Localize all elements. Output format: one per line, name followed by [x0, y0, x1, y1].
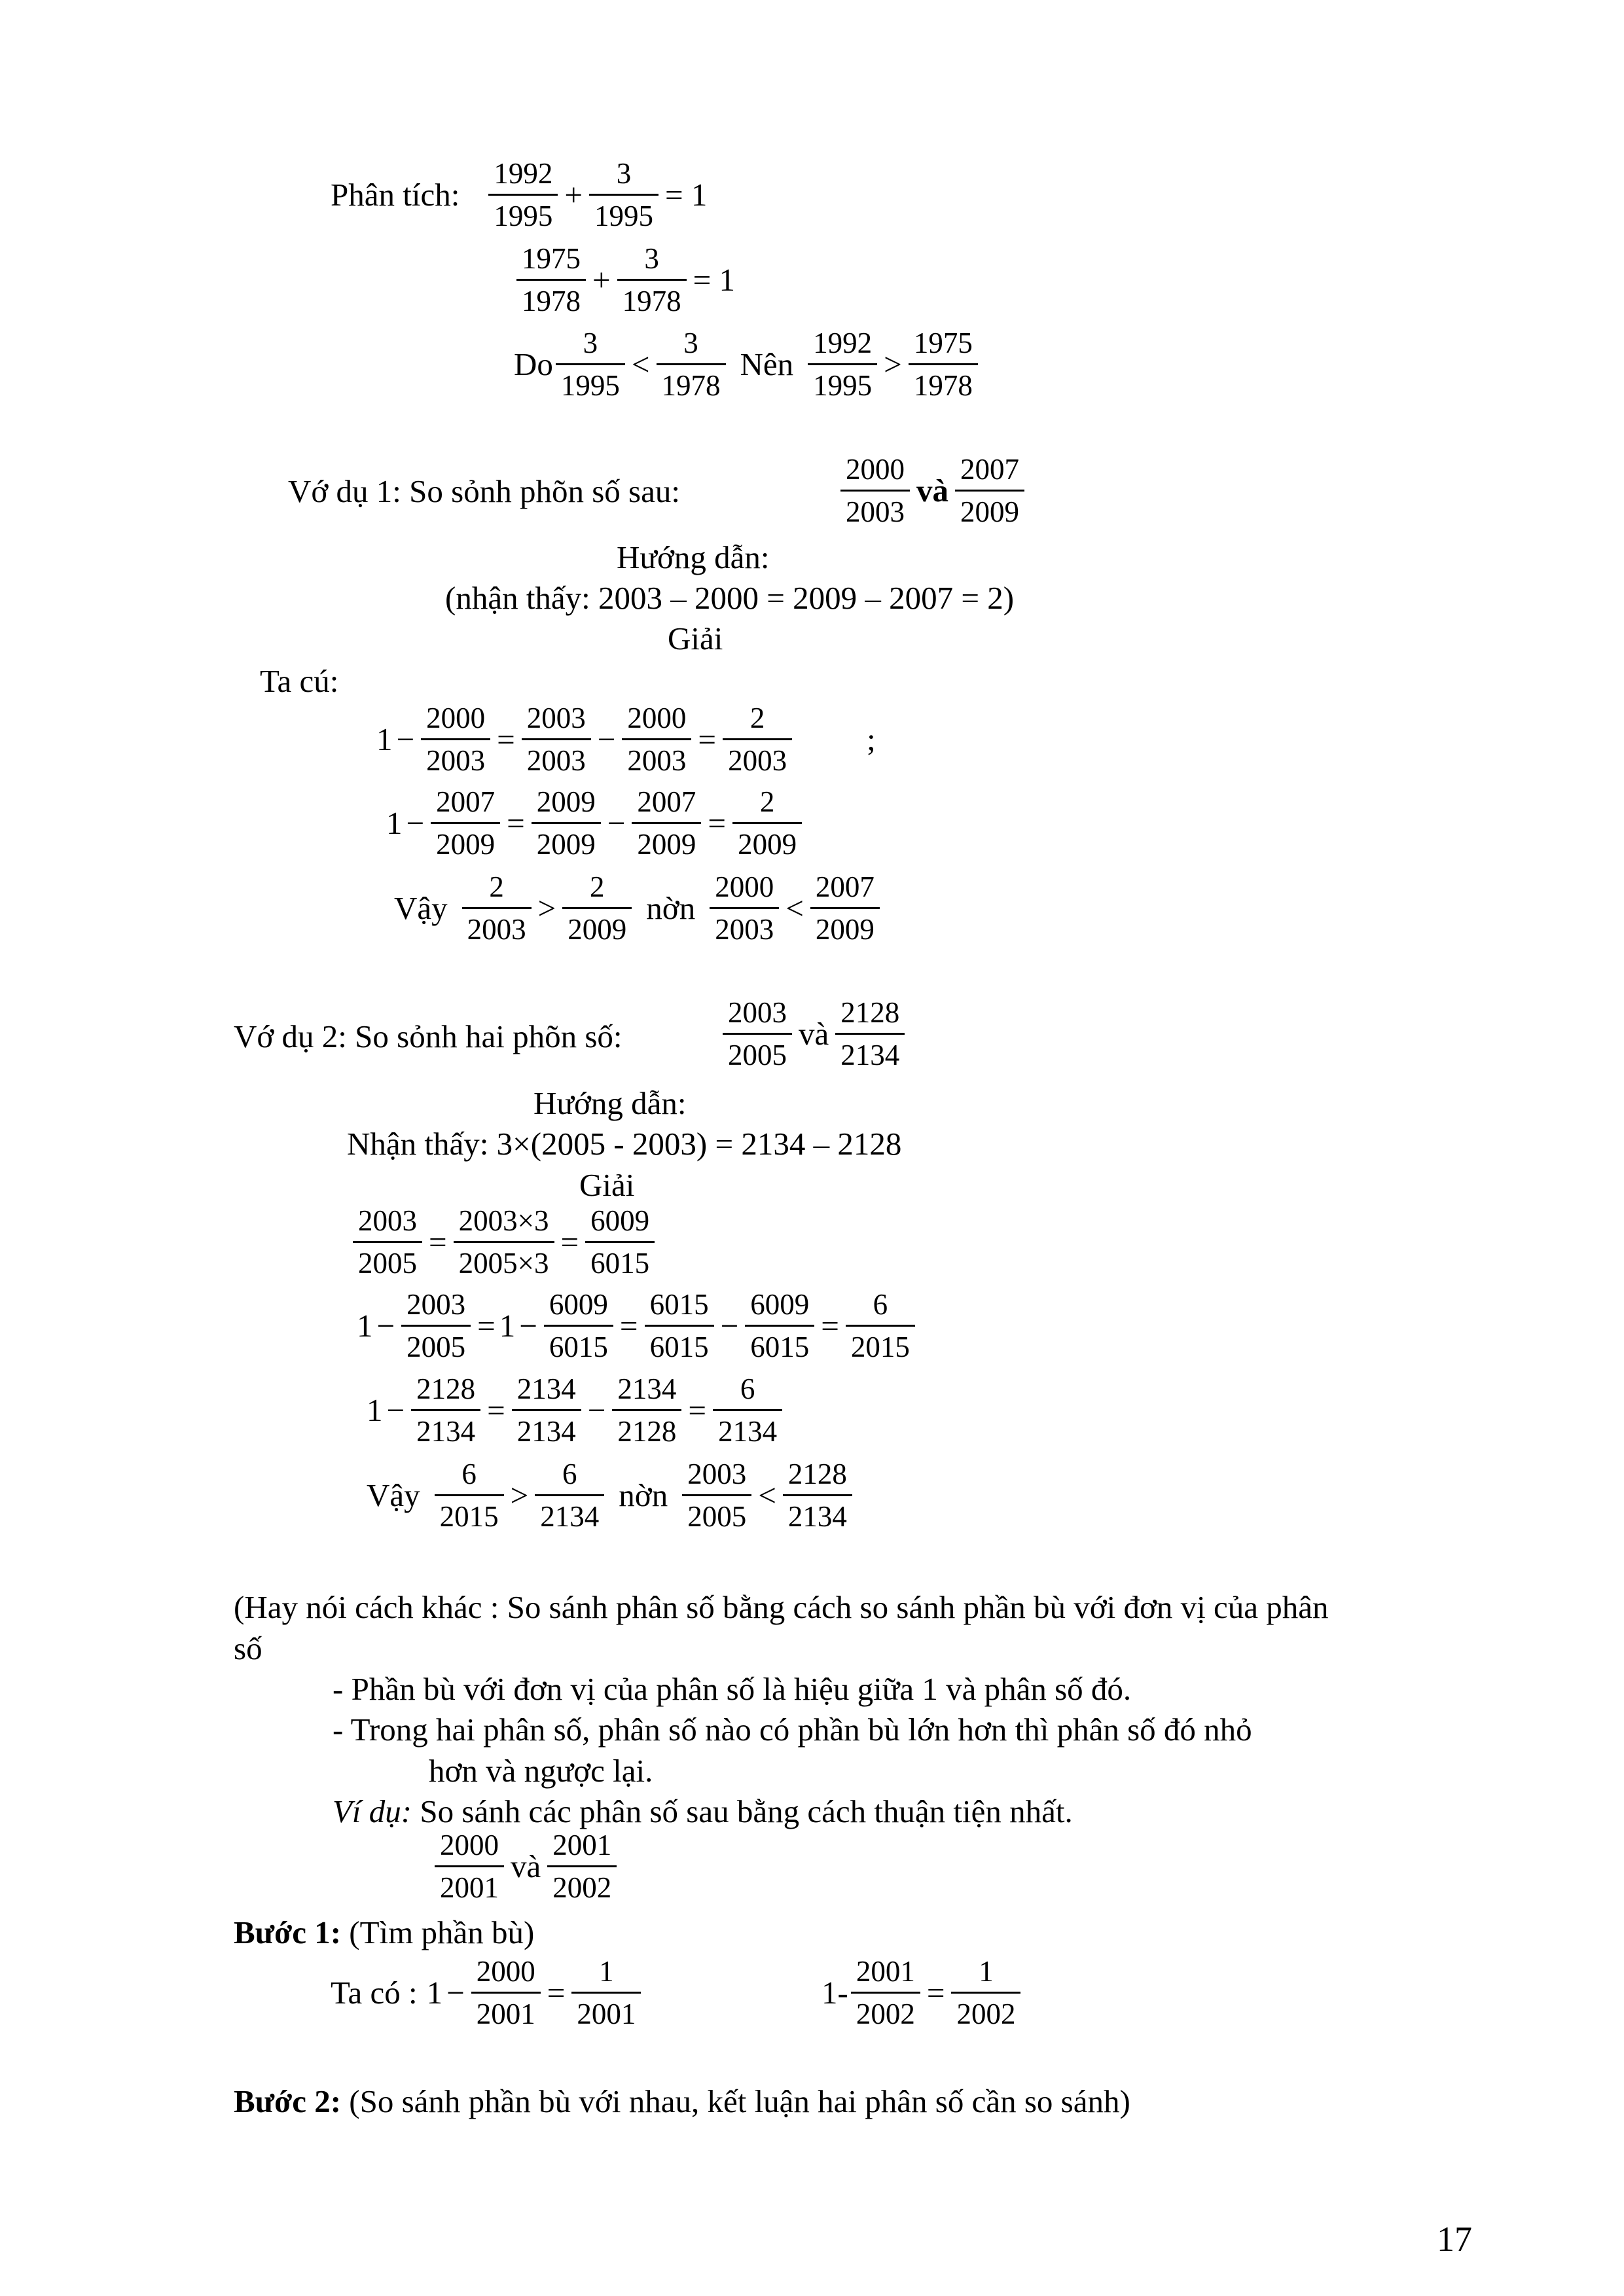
fraction: $\frac{2134}{2134}$: [512, 1371, 581, 1449]
example-2-fractions: $\frac{2003}{2005}$ và $\frac{2128}{2134}$: [720, 995, 907, 1073]
fraction: $\frac{1975}{1978}$: [909, 325, 978, 403]
analysis-line-2: $\frac{1975}{1978}$ + $\frac{3}{1978}$ = 1: [514, 241, 739, 319]
fraction: $\frac{2}{2003}$: [723, 700, 792, 778]
step-1-heading: [234, 1912, 534, 1952]
method-bullet-1: - Phần bù với đơn vị của phân số là hiệu giữa 1 và phân số đó.: [333, 1671, 1132, 1707]
fraction: $\frac{2001}{2002}$: [851, 1954, 920, 2032]
example-1-fractions: $\frac{2000}{2003}$ và $\frac{2007}{2009}$: [838, 452, 1027, 529]
fraction: $\frac{2000}{2003}$: [622, 700, 691, 778]
example-1-note: (nhận thấy: 2003 – 2000 = 2009 – 2007 = 2): [445, 580, 1015, 616]
fraction: $\frac{2000}{2003}$: [421, 700, 490, 778]
example-label: Ví dụ:: [333, 1793, 412, 1829]
fraction: $\frac{2}{2009}$: [562, 869, 632, 947]
step-1-formula-b: 1- $\frac{2001}{2002}$ = $\frac{1}{2002}$: [821, 1954, 1023, 2032]
page-number: 17: [1437, 2219, 1472, 2259]
method-example-fractions: $\frac{2000}{2001}$ và $\frac{2001}{2002}$: [432, 1827, 619, 1905]
fraction: $\frac{2007}{2009}$: [431, 784, 500, 862]
step-2-label: Bước 2:: [234, 2083, 342, 2119]
fraction: $\frac{6015}{6015}$: [645, 1287, 714, 1365]
fraction: $\frac{2003}{2005}$: [401, 1287, 471, 1365]
example-2-step-3: 1 − $\frac{2128}{2134}$ = $\frac{2134}{2134}$ − $\frac{2134}{2128}$ = $\frac{6}{2134}$: [367, 1371, 785, 1449]
analysis-line-3: Do $\frac{3}{1995}$ < $\frac{3}{1978}$ Nên $\frac{1992}{1995}$ > $\frac{1975}{1978}$: [514, 325, 981, 403]
method-bullet-2-line-2: hơn và ngược lại.: [429, 1753, 653, 1789]
fraction: $\frac{2003}{2005}$: [682, 1456, 751, 1534]
method-bullet-2-line-1: - Trong hai phân số, phân số nào có phần bù lớn hơn thì phân số đó nhỏ: [333, 1712, 1252, 1748]
fraction: $\frac{2003}{2005}$: [723, 995, 792, 1073]
example-2-step-1: $\frac{2003}{2005}$ = $\frac{2003\times 3}{2005\times 3}$ = $\frac{6009}{6015}$: [350, 1203, 657, 1281]
example-1-conclusion: Vậy $\frac{2}{2003}$ > $\frac{2}{2009}$ nờn $\frac{2000}{2003}$ < $\frac{2007}{2009}$: [394, 869, 882, 947]
fraction: $\frac{2128}{2134}$: [835, 995, 905, 1073]
fraction: $\frac{6}{2134}$: [535, 1456, 604, 1534]
fraction: $\frac{2000}{2003}$: [840, 452, 910, 529]
fraction: $\frac{6009}{6015}$: [585, 1203, 655, 1281]
fraction: $\frac{1}{2002}$: [951, 1954, 1020, 2032]
fraction: $\frac{3}{1995}$: [556, 325, 625, 403]
fraction: $\frac{2000}{2001}$: [471, 1954, 541, 2032]
fraction: $\frac{6}{2015}$: [435, 1456, 504, 1534]
fraction: $\frac{2128}{2134}$: [783, 1456, 852, 1534]
step-2-text: (So sánh phần bù với nhau, kết luận hai phân số cần so sánh): [341, 2083, 1130, 2119]
step-2-heading: [234, 2081, 1130, 2121]
example-2-solution-heading: Giải: [579, 1167, 635, 1203]
example-1-guide-heading: Hướng dẫn:: [617, 539, 770, 575]
fraction: $\frac{1992}{1995}$: [808, 325, 877, 403]
example-2-title: Vớ dụ 2: So sỏnh hai phõn số:: [234, 1018, 623, 1054]
example-2-guide-heading: Hướng dẫn:: [533, 1085, 687, 1121]
fraction: $\frac{2000}{2001}$: [435, 1827, 504, 1905]
fraction: $\frac{2}{2003}$: [462, 869, 532, 947]
example-1-solution-heading: Giải: [668, 620, 723, 656]
fraction: $\frac{3}{1978}$: [617, 241, 687, 319]
example-2-step-2: 1 − $\frac{2003}{2005}$ = 1 − $\frac{6009}{6015}$ = $\frac{6015}{6015}$ − $\frac{6009}{6015}$ = $\frac{6}{2015}$: [357, 1287, 918, 1365]
example-1-title: Vớ dụ 1: So sỏnh phõn số sau:: [288, 473, 680, 509]
step-1-label: Bước 1:: [234, 1914, 342, 1950]
fraction: $\frac{2003}{2005}$: [353, 1203, 422, 1281]
fraction: $\frac{2003\times 3}{2005\times 3}$: [454, 1203, 554, 1281]
fraction: $\frac{2}{2009}$: [732, 784, 802, 862]
fraction: $\frac{6009}{6015}$: [544, 1287, 613, 1365]
example-2-conclusion: Vậy $\frac{6}{2015}$ > $\frac{6}{2134}$ nờn $\frac{2003}{2005}$ < $\frac{2128}{2134}$: [367, 1456, 855, 1534]
fraction: $\frac{2007}{2009}$: [632, 784, 701, 862]
fraction: $\frac{2009}{2009}$: [532, 784, 601, 862]
fraction: $\frac{2128}{2134}$: [411, 1371, 480, 1449]
step-1-formula-a: Ta có : 1 − $\frac{2000}{2001}$ = $\frac{1}{2001}$: [331, 1954, 643, 2032]
fraction: $\frac{2001}{2002}$: [547, 1827, 617, 1905]
method-paragraph-line-1: (Hay nói cách khác : So sánh phân số bằng cách so sánh phần bù với đơn vị của phân: [234, 1589, 1329, 1625]
fraction: $\frac{2000}{2003}$: [710, 869, 779, 947]
example-2-note: Nhận thấy: 3×(2005 - 2003) = 2134 – 2128: [347, 1126, 902, 1162]
fraction: $\frac{1992}{1995}$: [488, 156, 558, 234]
analysis-label: Phân tích:: [331, 177, 460, 213]
fraction: $\frac{1975}{1978}$: [516, 241, 586, 319]
method-paragraph-line-2: số: [234, 1630, 262, 1666]
example-1-given: Ta cú:: [260, 663, 339, 699]
fraction: $\frac{2007}{2009}$: [955, 452, 1024, 529]
step-1-text: (Tìm phần bù): [341, 1914, 535, 1950]
example-1-step-1: 1 − $\frac{2000}{2003}$ = $\frac{2003}{2003}$ − $\frac{2000}{2003}$ = $\frac{2}{2003}$ ;: [376, 702, 876, 777]
method-example: [333, 1791, 1073, 1831]
fraction: $\frac{2007}{2009}$: [810, 869, 880, 947]
fraction: $\frac{6}{2134}$: [713, 1371, 782, 1449]
fraction: $\frac{3}{1995}$: [589, 156, 659, 234]
example-1-step-2: 1 − $\frac{2007}{2009}$ = $\frac{2009}{2009}$ − $\frac{2007}{2009}$ = $\frac{2}{2009}$: [386, 784, 804, 862]
example-text: So sánh các phân số sau bằng cách thuận tiện nhất.: [412, 1793, 1073, 1829]
fraction: $\frac{2003}{2003}$: [522, 700, 591, 778]
fraction: $\frac{1}{2001}$: [571, 1954, 641, 2032]
fraction: $\frac{6009}{6015}$: [745, 1287, 814, 1365]
fraction: $\frac{2134}{2128}$: [612, 1371, 681, 1449]
fraction: $\frac{3}{1978}$: [657, 325, 726, 403]
analysis-line-1: Phân tích: $\frac{1992}{1995}$ + $\frac{3}{1995}$ = 1: [331, 157, 708, 232]
fraction: $\frac{6}{2015}$: [846, 1287, 915, 1365]
